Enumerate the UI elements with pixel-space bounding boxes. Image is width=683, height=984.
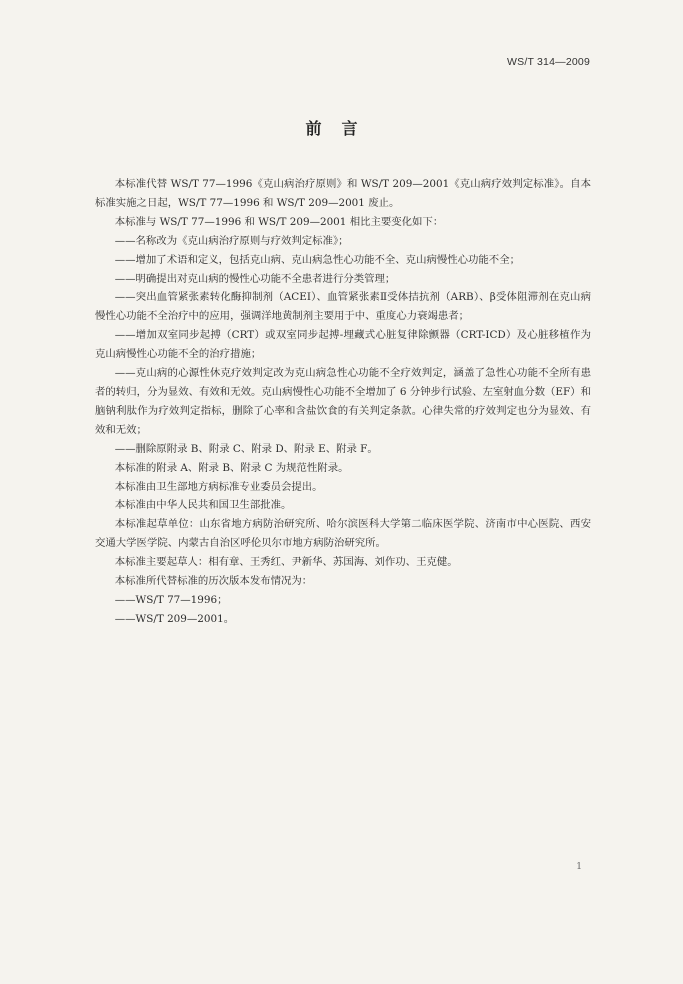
list-item-change: ——突出血管紧张素转化酶抑制剂（ACEI）、血管紧张素Ⅱ受体拮抗剂（ARB）、β受体阻滞剂在克山病慢性心功能不全治疗中的应用，强调洋地黄制剂主要用于中、重度心力衰竭患者； [95,291,591,323]
standard-number: WS/T 314—2009 [507,56,590,68]
list-item-change: ——增加双室同步起搏（CRT）或双室同步起搏-埋藏式心脏复律除颤器（CRT-ICD）及心脏移植作为克山病慢性心功能不全的治疗措施； [95,329,591,361]
list-item-history: ——WS/T 77—1996； [114,593,228,606]
list-item-change: ——明确提出对克山病的慢性心功能不全患者进行分类管理； [114,272,396,285]
page-number: 1 [576,862,582,872]
paragraph-changes-intro: 本标准与 WS/T 77—1996 和 WS/T 209—2001 相比主要变化如下： [114,215,444,228]
list-item-change: ——增加了术语和定义，包括克山病、克山病急性心功能不全、克山病慢性心功能不全； [114,253,520,266]
list-item-change: ——删除原附录 B、附录 C、附录 D、附录 E、附录 F。 [114,442,378,455]
paragraph-appendix: 本标准的附录 A、附录 B、附录 C 为规范性附录。 [114,461,349,474]
paragraph-drafters: 本标准主要起草人：相有章、王秀红、尹新华、苏国海、刘作功、王克健。 [114,556,458,569]
paragraph-history-intro: 本标准所代替标准的历次版本发布情况为： [114,575,313,588]
list-item-change: ——克山病的心源性休克疗效判定改为克山病急性心功能不全疗效判定，涵盖了急性心功能不全所有患者的转归，分为显效、有效和无效。克山病慢性心功能不全增加了 6 分钟步行试验、左室射血分数（EF）和脑钠利肽作为疗效判定指标，删除了心率和含盐饮食的有关判定条款。心律失常的疗效判定也分为显效、有效和无效； [95,367,591,436]
foreword-body [95,175,591,629]
paragraph-approved-by: 本标准由中华人民共和国卫生部批准。 [114,499,292,512]
list-item-change: ——名称改为《克山病治疗原则与疗效判定标准》； [114,234,349,247]
paragraph-replaces: 本标准代替 WS/T 77—1996《克山病治疗原则》和 WS/T 209—2001《克山病疗效判定标准》。自本标准实施之日起，WS/T 77—1996 和 WS/T 209—2001 废止。 [95,178,591,209]
paragraph-proposed-by: 本标准由卫生部地方病标准专业委员会提出。 [114,480,323,493]
list-item-history: ——WS/T 209—2001。 [114,612,235,625]
paragraph-drafting-units: 本标准起草单位：山东省地方病防治研究所、哈尔滨医科大学第二临床医学院、济南市中心医院、西安交通大学医学院、内蒙古自治区呼伦贝尔市地方病防治研究所。 [95,518,591,550]
page-title: 前言 [305,119,378,138]
